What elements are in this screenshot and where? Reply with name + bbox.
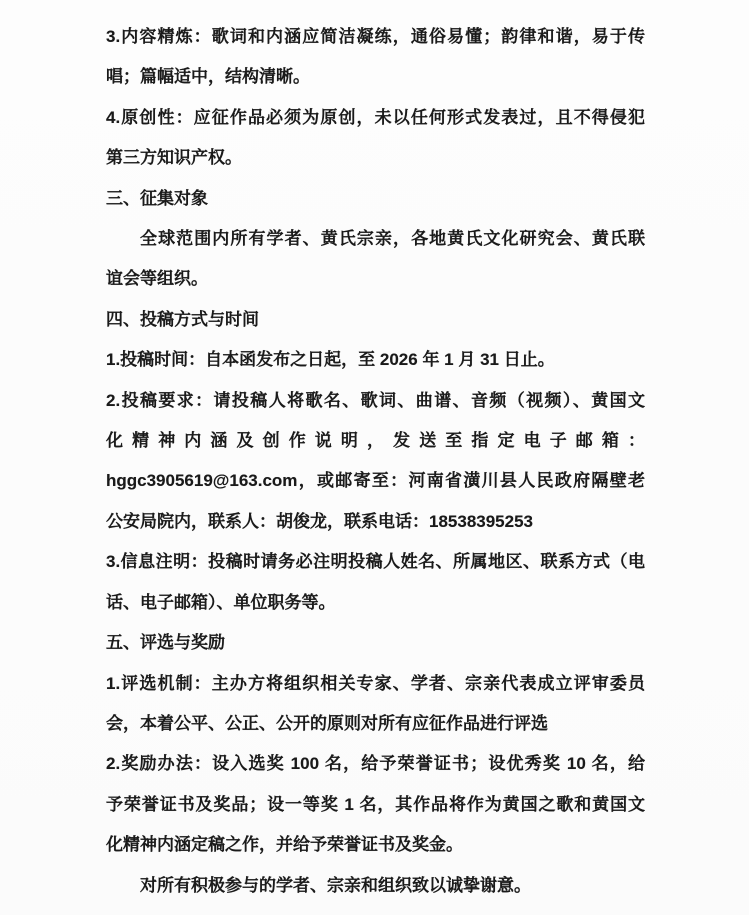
doc-line: 化精神内涵及创作说明，发送至指定电子邮箱： <box>106 431 645 451</box>
doc-line: 会，本着公平、公正、公开的原则对所有应征作品进行评选 <box>106 713 548 733</box>
doc-line: 2.投稿要求：请投稿人将歌名、歌词、曲谱、音频（视频）、黄国文 <box>106 390 645 410</box>
doc-line: 4.原创性：应征作品必须为原创，未以任何形式发表过，且不得侵犯 <box>106 107 645 127</box>
doc-line: 全球范围内所有学者、黄氏宗亲，各地黄氏文化研究会、黄氏联 <box>140 229 645 249</box>
doc-line: 化精神内涵定稿之作，并给予荣誉证书及奖金。 <box>106 835 463 855</box>
doc-line: hggc3905619@163.com，或邮寄至：河南省潢川县人民政府隔壁老 <box>106 471 645 491</box>
doc-line: 话、电子邮箱）、单位职务等。 <box>106 592 336 612</box>
doc-line: 2.奖励办法：设入选奖 100 名，给予荣誉证书；设优秀奖 10 名，给 <box>106 754 645 774</box>
section-heading: 五、评选与奖励 <box>106 633 225 653</box>
doc-line: 1.投稿时间：自本函发布之日起，至 2026 年 1 月 31 日止。 <box>106 350 555 370</box>
doc-line: 1.评选机制：主办方将组织相关专家、学者、宗亲代表成立评审委员 <box>106 673 645 693</box>
doc-line: 第三方知识产权。 <box>106 148 242 168</box>
doc-line: 予荣誉证书及奖品；设一等奖 1 名，其作品将作为黄国之歌和黄国文 <box>106 794 645 814</box>
doc-line: 3.信息注明：投稿时请务必注明投稿人姓名、所属地区、联系方式（电 <box>106 552 645 572</box>
doc-line: 谊会等组织。 <box>106 269 208 289</box>
doc-line: 对所有积极参与的学者、宗亲和组织致以诚挚谢意。 <box>140 875 531 895</box>
doc-line: 公安局院内，联系人：胡俊龙，联系电话：18538395253 <box>106 511 533 531</box>
doc-line: 3.内容精炼：歌词和内涵应简洁凝练，通俗易懂；韵律和谐，易于传 <box>106 27 645 46</box>
section-heading: 四、投稿方式与时间 <box>106 309 259 329</box>
section-heading: 三、征集对象 <box>106 188 208 208</box>
doc-line: 唱；篇幅适中，结构清晰。 <box>106 67 310 87</box>
